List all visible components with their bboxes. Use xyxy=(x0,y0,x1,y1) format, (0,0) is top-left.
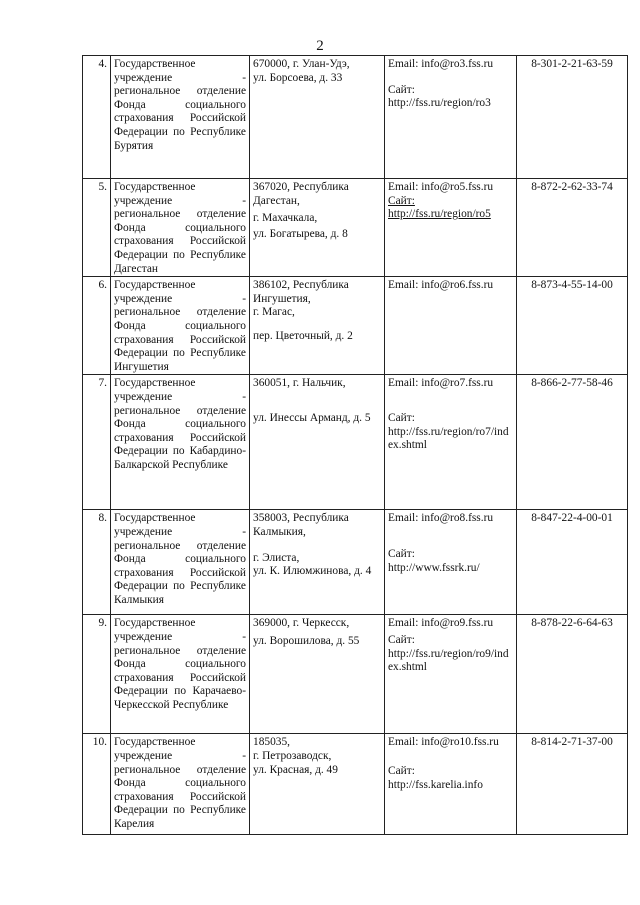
phone-number: 8-866-2-77-58-46 xyxy=(517,375,628,510)
site-link[interactable]: http://fss.ru/region/ro7/index.shtml xyxy=(388,425,509,452)
address-line: г. Петрозаводск, xyxy=(253,749,332,762)
address-line: 670000, г. Улан-Удэ, xyxy=(253,58,350,70)
phone-number: 8-847-22-4-00-01 xyxy=(517,510,628,615)
phone-number: 8-872-2-62-33-74 xyxy=(517,179,628,277)
address-line: ул. Борсоева, д. 33 xyxy=(253,71,343,84)
contact-cell xyxy=(385,510,517,615)
row-number: 9. xyxy=(83,615,111,734)
address-cell xyxy=(250,615,385,734)
email-text: Email: info@ro3.fss.ru xyxy=(388,58,494,70)
email-text: Email: info@ro8.fss.ru xyxy=(388,512,494,525)
table-row xyxy=(83,615,628,734)
organization-name: Государственное учреждение - региональное отделение Фонда социального страхования Российской Федерации по Республике Дагестан xyxy=(111,179,250,277)
organization-name: Государственное учреждение - региональное отделение Фонда социального страхования Российской Федерации по Республике Бурятия xyxy=(111,56,250,179)
organization-name: Государственное учреждение - региональное отделение Фонда социального страхования Российской Федерации по Кабардино-Балкарской Республике xyxy=(111,375,250,510)
address-cell xyxy=(250,734,385,835)
site-link[interactable]: http://fss.karelia.info xyxy=(388,778,483,791)
table-row xyxy=(83,179,628,277)
site-link[interactable]: http://fss.ru/region/ro9/index.shtml xyxy=(388,647,509,674)
address-cell xyxy=(250,179,385,277)
site-link[interactable]: http://fss.ru/region/ro5 xyxy=(388,208,491,221)
address-line: 386102, Республика Ингушетия, xyxy=(253,279,349,305)
page-number: 2 xyxy=(316,38,324,54)
row-number: 6. xyxy=(83,277,111,375)
site-label: Сайт: xyxy=(388,547,415,560)
contact-cell xyxy=(385,277,517,375)
address-line: г. Магас, xyxy=(253,306,295,319)
email-text: Email: info@ro6.fss.ru xyxy=(388,279,494,292)
table-row xyxy=(83,510,628,615)
address-line: г. Махачкала, xyxy=(253,212,318,225)
row-number: 5. xyxy=(83,179,111,277)
table-row xyxy=(83,734,628,835)
site-link[interactable]: http://fss.ru/region/ro3 xyxy=(388,97,491,110)
site-label: Сайт: xyxy=(388,194,415,207)
address-cell xyxy=(250,510,385,615)
address-line: 358003, Республика Калмыкия, xyxy=(253,512,349,538)
phone-number: 8-301-2-21-63-59 xyxy=(517,56,628,179)
email-text: Email: info@ro9.fss.ru xyxy=(388,617,494,630)
address-line: 185035, xyxy=(253,736,291,749)
address-line: ул. К. Илюмжинова, д. 4 xyxy=(253,565,372,578)
email-text: Email: info@ro7.fss.ru xyxy=(388,377,494,390)
row-number: 7. xyxy=(83,375,111,510)
row-number: 4. xyxy=(83,56,111,179)
address-line: г. Элиста, xyxy=(253,551,300,564)
address-cell xyxy=(250,277,385,375)
phone-number: 8-814-2-71-37-00 xyxy=(517,734,628,835)
address-line: ул. Богатырева, д. 8 xyxy=(253,227,348,240)
address-line: ул. Ворошилова, д. 55 xyxy=(253,634,360,647)
address-line: ул. Инессы Арманд, д. 5 xyxy=(253,411,371,424)
site-label: Сайт: xyxy=(388,411,415,424)
site-link[interactable]: http://www.fssrk.ru/ xyxy=(388,561,480,574)
fss-offices-table xyxy=(82,55,628,835)
address-line: 369000, г. Черкесск, xyxy=(253,617,350,630)
email-text: Email: info@ro10.fss.ru xyxy=(388,736,499,749)
site-label: Сайт: xyxy=(388,764,415,777)
email-text: Email: info@ro5.fss.ru xyxy=(388,181,494,193)
organization-name: Государственное учреждение - региональное отделение Фонда социального страхования Российской Федерации по Республике Ингушетия xyxy=(111,277,250,375)
address-cell xyxy=(250,56,385,179)
contact-cell xyxy=(385,615,517,734)
phone-number: 8-878-22-6-64-63 xyxy=(517,615,628,734)
address-line: ул. Красная, д. 49 xyxy=(253,763,338,776)
contact-cell xyxy=(385,734,517,835)
organization-name: Государственное учреждение - региональное отделение Фонда социального страхования Российской Федерации по Карачаево-Черкесской Республике xyxy=(111,615,250,734)
organization-name: Государственное учреждение - региональное отделение Фонда социального страхования Российской Федерации по Республике Карелия xyxy=(111,734,250,835)
row-number: 10. xyxy=(83,734,111,835)
table-row xyxy=(83,56,628,179)
contact-cell xyxy=(385,179,517,277)
table-row xyxy=(83,277,628,375)
contact-cell xyxy=(385,375,517,510)
address-line: пер. Цветочный, д. 2 xyxy=(253,329,353,342)
phone-number: 8-873-4-55-14-00 xyxy=(517,277,628,375)
address-cell xyxy=(250,375,385,510)
address-line: 360051, г. Нальчик, xyxy=(253,377,346,390)
site-label: Сайт: xyxy=(388,83,415,96)
organization-name: Государственное учреждение - региональное отделение Фонда социального страхования Российской Федерации по Республике Калмыкия xyxy=(111,510,250,615)
address-line: 367020, Республика Дагестан, xyxy=(253,181,349,207)
site-label: Сайт: xyxy=(388,633,415,646)
table-row xyxy=(83,375,628,510)
contact-cell xyxy=(385,56,517,179)
row-number: 8. xyxy=(83,510,111,615)
